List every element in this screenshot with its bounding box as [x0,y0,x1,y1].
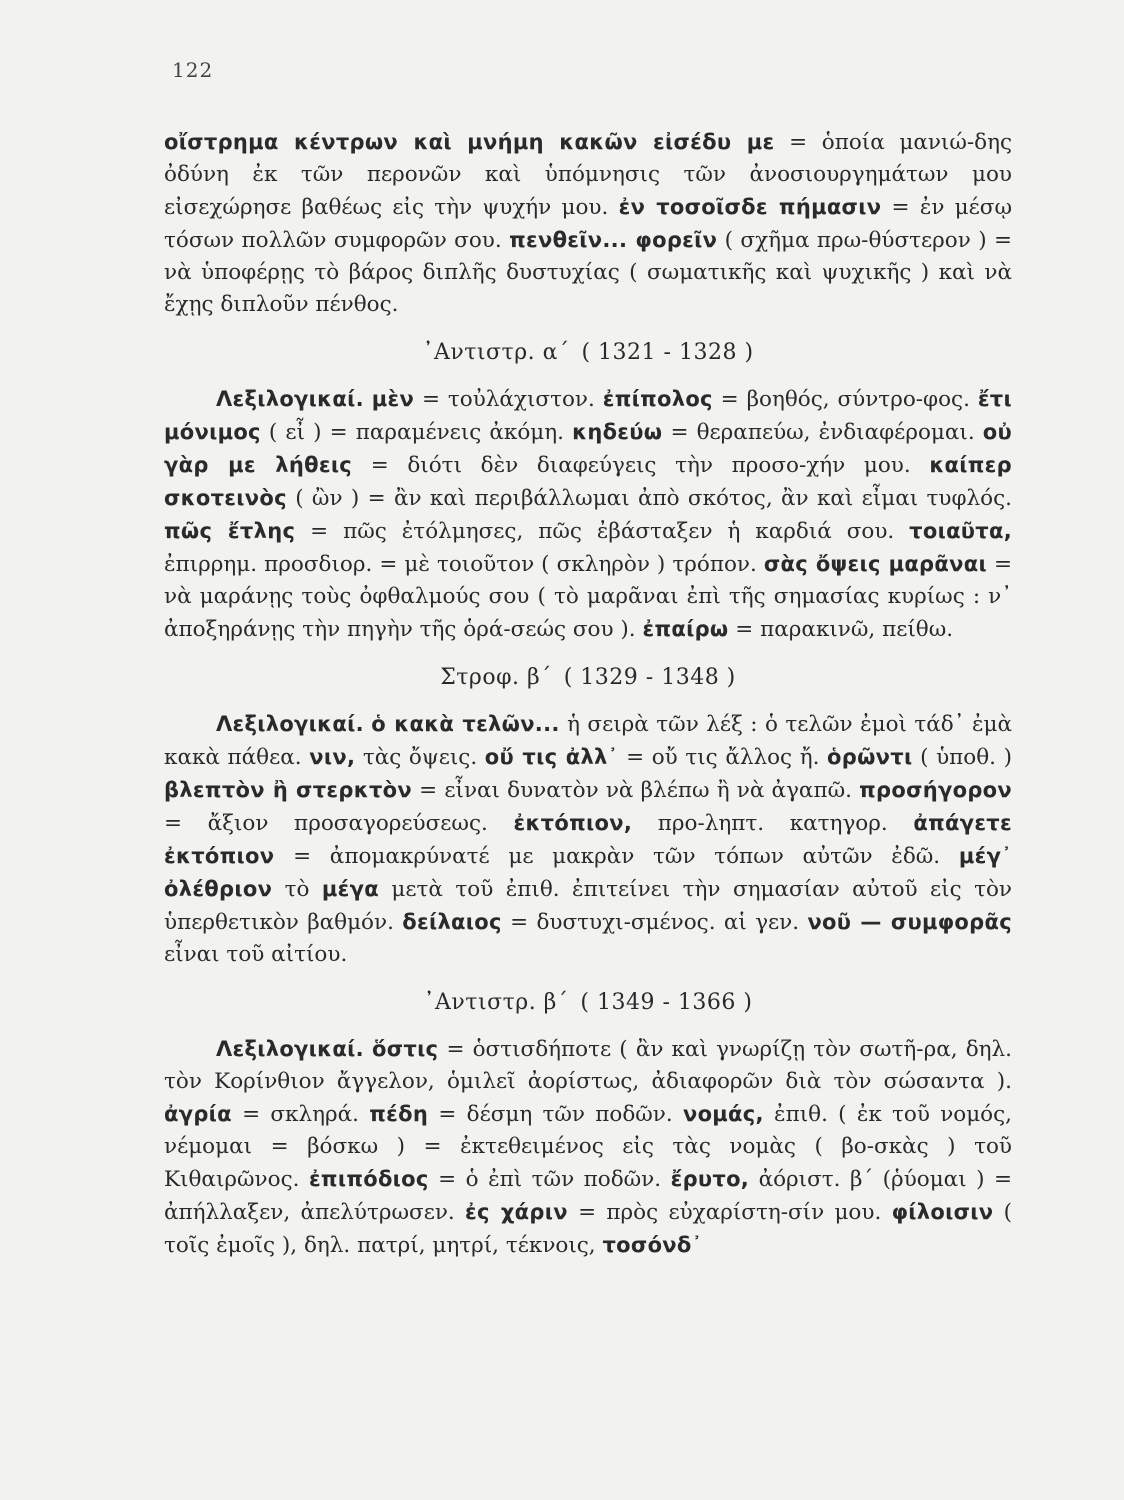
gloss: μετὰ τοῦ ἐπιθ. ἐπιτείνει τὴν σημασίαν αὐτοῦ εἰς τὸν ὑπερθετικὸν βαθμόν. [164,877,1012,935]
gloss: = διότι δὲν διαφεύγεις τὴν προσο-χήν μου. [352,453,930,478]
gloss: = σκληρά. [231,1102,370,1127]
paragraph-1 [164,126,1012,321]
section-label: Λεξιλογικαί. [216,712,364,736]
gloss: = δυστυχι-σμένος. αἱ γεν. [501,910,808,935]
gloss: ἀόριστ. β΄ (ῥύομαι ) = ἀπήλλαξεν, ἀπελύτρωσεν. [164,1167,1013,1225]
gloss: = βοηθός, σύντρο-φος. [712,387,978,412]
gloss: ἡ σειρὰ τῶν λέξ : ὁ τελῶν ἐμοὶ τάδ᾿ ἐμὰ κακὰ πάθεα. [164,712,1012,770]
heading-label: ᾿Αντιστρ. β΄ [423,990,569,1015]
lemma: ἐπαίρω [642,617,729,641]
lemma: ὁ κακὰ τελῶν... [371,712,560,736]
gloss: εἶναι τοῦ αἰτίου. [164,942,348,967]
gloss: ( ὢν ) = ἂν καὶ περιβάλλωμαι ἀπὸ σκότος, ἂν καὶ εἶμαι τυφλός. [286,486,1012,511]
gloss: ( τοῖς ἐμοῖς ), δηλ. πατρί, μητρί, τέκνοις, [164,1200,1013,1258]
gloss: ἐπιθ. ( ἐκ τοῦ νομός, νέμομαι = βόσκω ) = ἐκτεθειμένος εἰς τὰς νομὰς ( βο-σκὰς ) τοῦ Κιθαιρῶνος. [164,1102,1013,1192]
lemma: νομάς, [682,1102,764,1126]
paragraph-2 [164,383,1012,646]
heading-line-range: ( 1349 - 1366 ) [580,990,753,1015]
paragraph-4 [164,1033,1012,1262]
lemma: ἀπάγετε ἐκτόπιον [164,811,1012,868]
gloss: = ἐν μέσῳ τόσων πολλῶν συμφορῶν σου. [164,195,1012,253]
lemma: τοσόνδ᾿ [602,1233,703,1257]
main-text [164,126,1012,1278]
gloss: = ἄξιον προσαγορεύσεως. [164,811,514,836]
lemma: ἐν τοσοῖσδε πήμασιν [618,195,882,219]
gloss: τὰς ὄψεις. [355,745,485,770]
lemma: ἀγρία [164,1102,232,1126]
lemma: ὅστις [371,1037,439,1061]
heading-label: Στροφ. β΄ [440,665,552,690]
heading-label: ᾿Αντιστρ. α΄ [422,340,570,365]
lemma: ἐκτόπιον, [513,811,633,835]
section-label: Λεξιλογικαί. [216,1037,364,1061]
section-heading-antistrophe-a [164,337,1012,369]
lemma: νιν, [309,745,356,769]
gloss: = παρακινῶ, πείθω. [728,617,954,642]
page-number: 122 [172,58,214,82]
gloss: ( ὑποθ. ) [912,745,1013,770]
lemma: ἔρυτο, [670,1167,750,1191]
lemma: οἴστρημα κέντρων καὶ μνήμη κακῶν εἰσέδυ με [164,130,775,154]
lemma: ἐς χάριν [465,1200,568,1224]
lemma: πῶς ἔτλης [164,519,296,543]
lemma: πενθεῖν... φορεῖν [509,228,718,252]
lemma: ἐπίπολος [602,387,713,411]
gloss: ἐπιρρημ. προσδιορ. = μὲ τοιοῦτον ( σκληρὸν ) τρόπον. [164,552,764,577]
gloss: ( σχῆμα πρω-θύστερον ) = νὰ ὑποφέρῃς τὸ βάρος διπλῆς δυστυχίας ( σωματικῆς καὶ ψυχικῆς ) καὶ νὰ ἔχῃς διπλοῦν πένθος. [164,228,1012,317]
gloss: = νὰ μαράνῃς τοὺς ὀφθαλμούς σου ( τὸ μαρᾶναι ἐπὶ τῆς σημασίας κυρίως : ν᾿ ἀποξηράνῃς τὴν πηγὴν τῆς ὁρά-σεώς σου ). [164,552,1012,642]
gloss: = θεραπεύω, ἐνδιαφέρομαι. [662,420,983,445]
gloss: = ὁστισδήποτε ( ἂν καὶ γνωρίζῃ τὸν σωτῆ-ρα, δηλ. τὸν Κορίνθιον ἄγγελον, ὁμιλεῖ ἀορίστως, ἀδιαφορῶν διὰ τὸν σώσαντα ). [164,1037,1012,1094]
lemma: μέγ᾿ ὀλέθριον [164,844,1012,901]
gloss: τὸ [272,877,322,902]
lemma: οὐ γὰρ με λήθεις [164,420,1012,477]
lemma: οὔ τις ἀλλ᾿ [484,745,619,769]
gloss: προ-ληπτ. κατηγορ. [632,811,914,836]
section-heading-antistrophe-b [164,987,1012,1019]
section-label: Λεξιλογικαί. [216,387,364,411]
gloss: ( εἶ ) = παραμένεις ἀκόμη. [260,420,573,445]
heading-line-range: ( 1329 - 1348 ) [563,665,736,690]
lemma: ὁρῶντι [827,745,913,769]
gloss: = εἶναι δυνατὸν νὰ βλέπω ἢ νὰ ἀγαπῶ. [411,778,860,803]
gloss: = τοὐλάχιστον. [414,387,603,412]
lemma: σὰς ὄψεις μαρᾶναι [763,552,987,576]
lemma: ἐπιπόδιος [308,1167,429,1191]
section-heading-strophe-b [164,662,1012,694]
lemma: δείλαιος [402,910,502,934]
lemma: κηδεύω [572,420,663,444]
lemma: μέγα [321,877,379,901]
lemma: πέδη [369,1102,429,1126]
lemma: βλεπτὸν ἢ στερκτὸν [164,778,412,802]
gloss: = ὁποία μανιώ-δης ὀδύνη ἐκ τῶν περονῶν καὶ ὑπόμνησις τῶν ἀνοσιουργημάτων μου εἰσεχώρησε βαθέως εἰς τὴν ψυχήν μου. [164,130,1012,220]
heading-line-range: ( 1321 - 1328 ) [581,340,754,365]
gloss: = πῶς ἐτόλμησες, πῶς ἐβάσταξεν ἡ καρδιά σου. [295,519,910,544]
gloss: = πρὸς εὐχαρίστη-σίν μου. [567,1200,892,1225]
lemma: μὲν [371,387,415,411]
lemma: τοιαῦτα, [909,519,1012,543]
lemma: ἔτι μόνιμος [164,387,1012,444]
lemma: καίπερ σκοτεινὸς [164,453,1012,510]
gloss: = ὁ ἐπὶ τῶν ποδῶν. [428,1167,671,1192]
lemma: φίλοισιν [891,1200,994,1224]
gloss: = δέσμη τῶν ποδῶν. [428,1102,683,1127]
paragraph-3 [164,708,1012,971]
lemma: νοῦ — συμφορᾶς [807,910,1012,934]
gloss: = οὔ τις ἄλλος ἤ. [618,745,828,770]
lemma: προσήγορον [859,778,1013,802]
gloss: = ἀπομακρύνατέ με μακρὰν τῶν τόπων αὐτῶν ἐδῶ. [274,844,959,869]
